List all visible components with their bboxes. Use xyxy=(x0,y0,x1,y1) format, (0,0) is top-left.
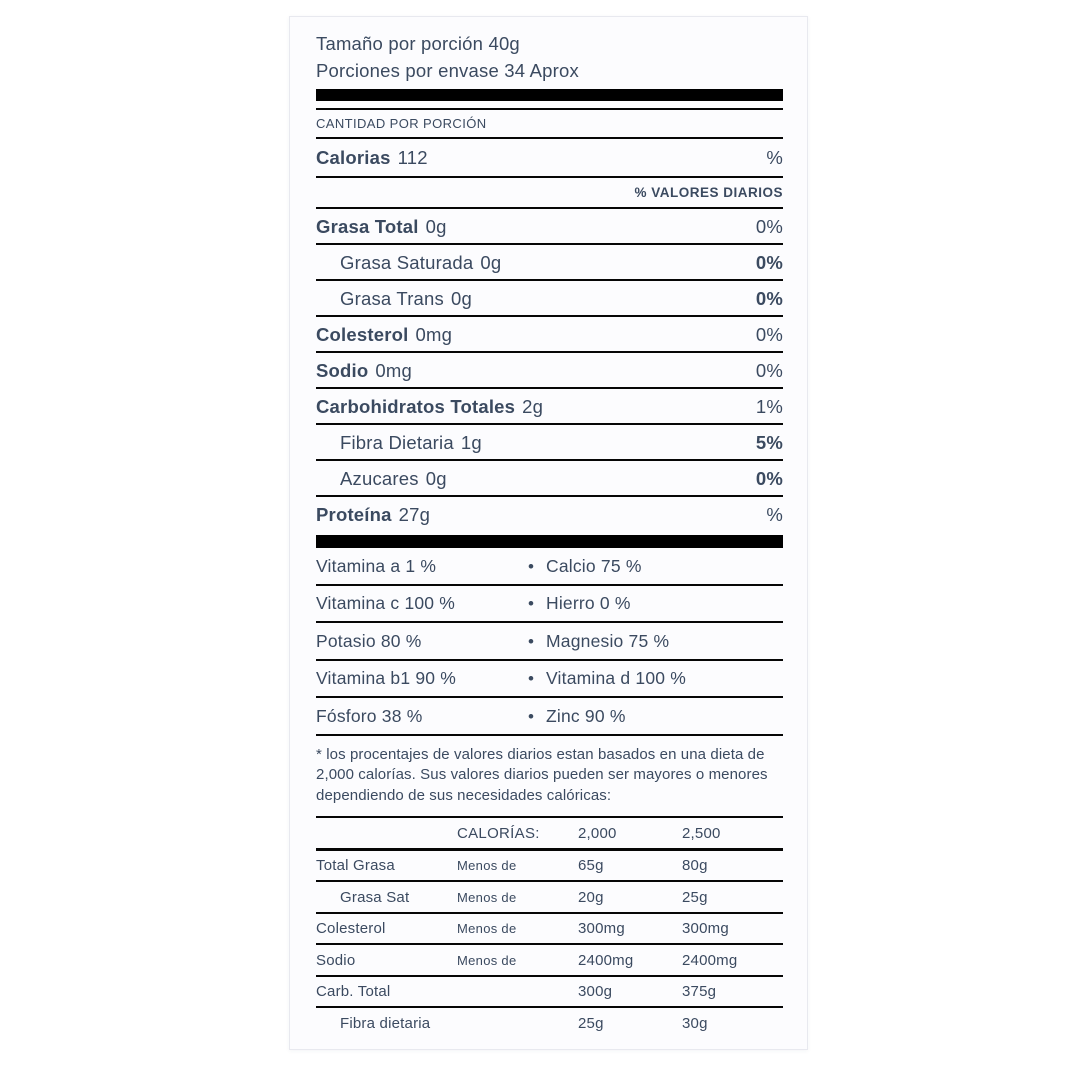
vitamin-right-value: Hierro 0 % xyxy=(546,593,631,613)
daily-table-body xyxy=(316,851,783,1038)
daily-table-row-qualifier: Menos de xyxy=(457,921,517,936)
calories-value: 112 xyxy=(397,147,428,168)
daily-table-row-2500-value: 80g xyxy=(682,857,708,874)
calories-percent: % xyxy=(766,147,783,168)
nutrient-value: 1g xyxy=(460,432,482,453)
daily-table-row-2500-value: 300mg xyxy=(682,920,729,937)
nutrient-label: Sodio xyxy=(316,360,369,381)
daily-table-col-2500: 2,500 xyxy=(682,824,721,842)
vitamin-right-value: Zinc 90 % xyxy=(546,705,626,726)
daily-table-row-qualifier: Menos de xyxy=(457,952,517,968)
servings-per-container-line: Porciones por envase 34 Aprox xyxy=(316,60,579,81)
daily-values-title: % VALORES DIARIOS xyxy=(634,185,783,200)
daily-table-row-label: Carb. Total xyxy=(316,983,391,1000)
nutrient-value: 0g xyxy=(451,288,472,309)
nutrient-label: Fibra Dietaria xyxy=(340,432,454,453)
calories-label: Calorias xyxy=(316,147,391,168)
nutrition-label-card xyxy=(289,16,808,1050)
serving-size-line: Tamaño por porción 40g xyxy=(316,33,520,54)
nutrient-percent: 0% xyxy=(755,360,783,381)
vitamin-right-value: Magnesio 75 % xyxy=(546,630,670,651)
nutrient-percent: 0% xyxy=(755,324,783,345)
vitamin-row xyxy=(316,548,783,586)
daily-table-row-label: Sodio xyxy=(316,951,356,969)
nutrient-value: 0g xyxy=(425,216,447,237)
daily-table-row xyxy=(316,945,783,977)
daily-table-row-2500-value: 2400mg xyxy=(682,951,738,969)
daily-table-row-2500-value: 30g xyxy=(682,1014,708,1032)
nutrient-value: 27g xyxy=(398,504,431,525)
bullet-icon: • xyxy=(528,594,535,613)
daily-values-footnote: * los procentajes de valores diarios estan basados en una dieta de 2,000 calorías. Sus valores diarios pueden ser mayores o menores dependiendo de sus necesidades calóricas: xyxy=(316,736,783,819)
daily-table-col-2000: 2,000 xyxy=(578,824,617,842)
vitamin-row xyxy=(316,698,783,736)
vitamins-section xyxy=(316,548,783,736)
vitamin-right-value: Calcio 75 % xyxy=(546,555,642,576)
bullet-icon: • xyxy=(528,631,535,651)
nutrient-percent: 5% xyxy=(755,432,783,453)
nutrient-row xyxy=(316,209,783,245)
vitamin-left-value: Vitamina c 100 % xyxy=(316,593,456,613)
nutrient-percent: 0% xyxy=(755,288,783,309)
separator-bar-thick-middle xyxy=(316,535,783,548)
nutrient-row xyxy=(316,245,783,281)
nutrient-value: 0mg xyxy=(415,324,453,345)
calories-row xyxy=(316,139,783,176)
nutrient-label: Grasa Saturada xyxy=(340,252,474,273)
daily-table-row xyxy=(316,851,783,883)
nutrient-row xyxy=(316,317,783,353)
nutrient-row xyxy=(316,353,783,389)
nutrient-row xyxy=(316,425,783,461)
daily-table-row xyxy=(316,882,783,914)
nutrient-percent: 0% xyxy=(755,252,783,273)
daily-table-row-2000-value: 300g xyxy=(578,983,613,1000)
bullet-icon: • xyxy=(528,556,535,576)
nutrient-row xyxy=(316,389,783,425)
nutrient-value: 2g xyxy=(522,396,544,417)
daily-table-row-2000-value: 300mg xyxy=(578,920,625,937)
daily-table-row-label: Colesterol xyxy=(316,920,386,937)
nutrient-label: Azucares xyxy=(340,468,419,489)
nutrients-section xyxy=(316,209,783,531)
nutrient-row xyxy=(316,497,783,531)
nutrient-value: 0mg xyxy=(375,360,412,381)
daily-table-row-label: Total Grasa xyxy=(316,857,395,874)
vitamin-left-value: Potasio 80 % xyxy=(316,630,422,651)
daily-table-row-label: Grasa Sat xyxy=(340,888,410,906)
nutrient-percent: 0% xyxy=(755,468,783,489)
daily-table-row-label: Fibra dietaria xyxy=(340,1014,431,1032)
daily-table-row-2000-value: 20g xyxy=(578,888,604,906)
nutrient-label: Carbohidratos Totales xyxy=(316,396,516,417)
daily-table-row xyxy=(316,977,783,1009)
bullet-icon: • xyxy=(528,706,535,726)
nutrient-label: Colesterol xyxy=(316,324,409,345)
daily-table-row-qualifier: Menos de xyxy=(457,858,517,873)
vitamin-row xyxy=(316,623,783,661)
bullet-icon: • xyxy=(528,669,535,688)
daily-table-row-2500-value: 25g xyxy=(682,888,708,906)
vitamin-left-value: Vitamina a 1 % xyxy=(316,555,437,576)
daily-table-row-qualifier: Menos de xyxy=(457,889,517,905)
nutrient-row xyxy=(316,461,783,497)
nutrient-percent: 0% xyxy=(755,216,783,237)
nutrient-label: Grasa Total xyxy=(316,216,419,237)
vitamin-left-value: Vitamina b1 90 % xyxy=(316,668,457,688)
daily-table-row xyxy=(316,1008,783,1038)
daily-table-row xyxy=(316,914,783,946)
amount-per-serving-label: CANTIDAD POR PORCIÓN xyxy=(316,116,487,131)
nutrient-label: Proteína xyxy=(316,504,392,525)
daily-table-calories-label: CALORÍAS: xyxy=(457,824,540,842)
vitamin-left-value: Fósforo 38 % xyxy=(316,705,423,726)
separator-bar-thick-top xyxy=(316,89,783,101)
nutrient-percent: 1% xyxy=(755,396,783,417)
daily-table-row-2000-value: 2400mg xyxy=(578,951,634,969)
daily-table-header-row xyxy=(316,818,783,851)
nutrient-percent: % xyxy=(766,504,783,525)
daily-table-row-2500-value: 375g xyxy=(682,983,717,1000)
nutrient-value: 0g xyxy=(480,252,502,273)
vitamin-right-value: Vitamina d 100 % xyxy=(546,668,687,688)
daily-table-row-2000-value: 25g xyxy=(578,1014,604,1032)
daily-table-row-2000-value: 65g xyxy=(578,857,604,874)
vitamin-row xyxy=(316,586,783,624)
nutrient-row xyxy=(316,281,783,317)
vitamin-row xyxy=(316,661,783,699)
nutrient-label: Grasa Trans xyxy=(340,288,444,309)
nutrient-value: 0g xyxy=(425,468,447,489)
